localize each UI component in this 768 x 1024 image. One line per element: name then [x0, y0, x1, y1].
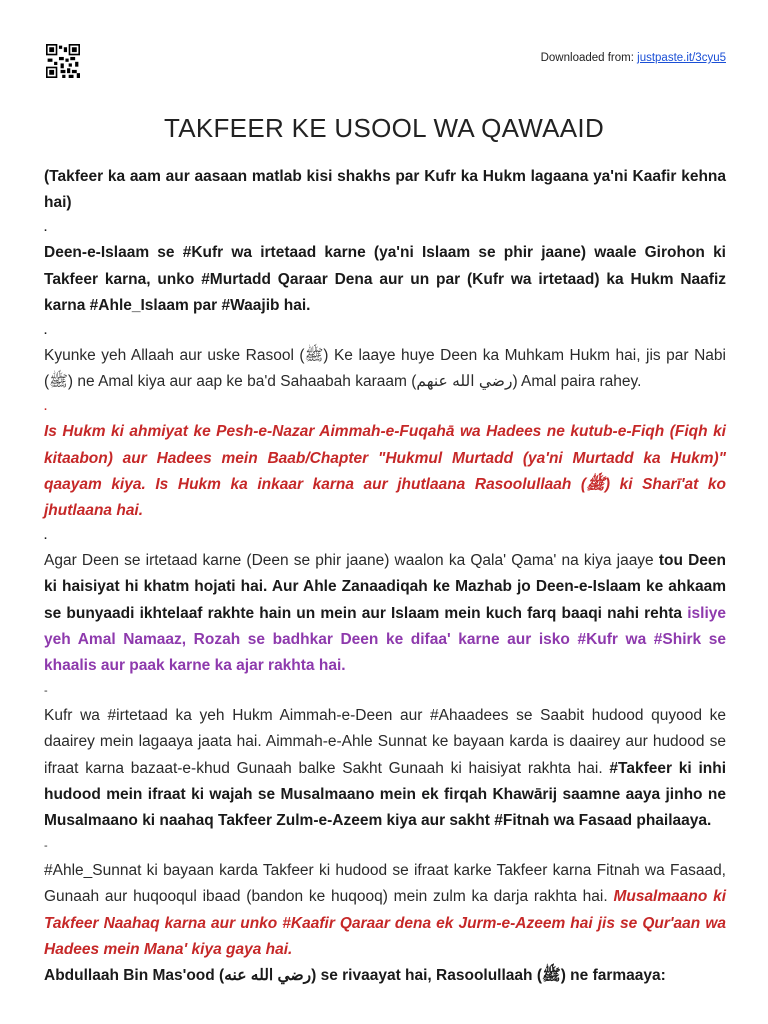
paragraph-excess: [44, 858, 726, 963]
source-link[interactable]: justpaste.it/3cyu5: [637, 52, 726, 64]
page-title: TAKFEER KE USOOL WA QAWAAID: [163, 113, 605, 143]
excess-part-2: Musalmaano ki Takfeer Naahaq karna aur unko #Kaafir Qaraar dena ek Jurm-e-Azeem hai jis se Qur'aan wa Hadees mein Mana' kiya gaya hai.: [44, 888, 727, 958]
paragraph-reason: Kyunke yeh Allaah aur uske Rasool (ﷺ) Ke laaye huye Deen ka Muhkam Hukm hai, jis par Nabi (ﷺ) ne Amal kiya aur aap ke ba'd Sahaabah karaam (رضي الله عنهم) Amal paira rahey.: [44, 347, 726, 391]
separator: .: [44, 530, 48, 543]
consequence-part-2: tou Deen ki haisiyat hi khatm hojati hai. Aur Ahle Zanaadiqah ke Mazhab jo Deen-e-Islaam ke ahkaam se bunyaadi ikhtelaaf rakhte hain un mein aur Islaam mein kuch farq baaqi nahi rehta: [44, 552, 726, 622]
paragraph-narration: Abdullaah Bin Mas'ood (رضي الله عنه) se rivaayat hai, Rasoolullaah (ﷺ) ne farmaaya:: [44, 967, 666, 985]
downloaded-label: Downloaded from:: [540, 52, 638, 64]
consequence-part-3: isliye yeh Amal Namaaz, Rozah se badhkar Deen ke difaa' karne aur isko #Kufr wa #Shirk se khaalis aur paak karne ka ajar rakhta hai.: [44, 604, 726, 675]
excess-part-1: #Ahle_Sunnat ki bayaan karda Takfeer ki hudood se ifraat karke Takfeer karna Fitnah wa Fasaad, Gunaah aur huqooqul ibaad (bandon ke huqooq) mein zulm ka darja rakhta hai.: [44, 862, 726, 906]
download-source: [541, 52, 726, 64]
separator: -: [44, 685, 48, 698]
paragraph-ruling: Deen-e-Islaam se #Kufr wa irtetaad karne (ya'ni Islaam se phir jaane) waale Girohon ki Takfeer karna, unko #Murtadd Qaraar Dena aur un par (Kufr wa irtetaad) ka Hukm Naafiz karna #Ahle_Islaam par #Waajib hai.: [44, 244, 726, 314]
paragraph-consequence: [44, 548, 726, 679]
separator: .: [44, 325, 48, 338]
separator: -: [44, 840, 48, 853]
separator: .: [44, 401, 48, 414]
paragraph-limits: [44, 703, 726, 834]
paragraph-definition: (Takfeer ka aam aur aasaan matlab kisi shakhs par Kufr ka Hukm lagaana ya'ni Kaafir kehna hai): [44, 168, 726, 212]
separator: .: [44, 222, 48, 235]
paragraph-importance: Is Hukm ki ahmiyat ke Pesh-e-Nazar Aimmah-e-Fuqahā wa Hadees ne kutub-e-Fiqh (Fiqh ki kitaabon) aur Hadees mein Baab/Chapter "Hukmul Murtadd (ya'ni Murtadd ka Hukm)" qaayam kiya. Is Hukm ka inkaar karna aur jhutlaana Rasoolullaah (ﷺ) ki Sharī'at ko jhutlaana hai.: [44, 423, 726, 520]
qr-code-icon: [46, 44, 80, 78]
document-body: [44, 164, 726, 989]
consequence-part-1: Agar Deen se irtetaad karne (Deen se phir jaane) waalon ka Qala' Qama' na kiya jaaye: [44, 552, 659, 570]
limits-part-2: #Takfeer ki inhi hudood mein ifraat ki wajah se Musalmaano mein ek firqah Khawārij saamne aaya jinho ne Musalmaano ki naahaq Takfeer Zulm-e-Azeem kiya aur sakht #Fitnah wa Fasaad phailaaya.: [44, 759, 726, 830]
limits-part-1: Kufr wa #irtetaad ka yeh Hukm Aimmah-e-Deen aur #Ahaadees se Saabit hudood quyood ke daairey mein lagaaya jaata hai. Aimmah-e-Ahle Sunnat ke bayaan karda is daairey aur hudood se ifraat karna bazaat-e-khud Gunaah balke Sakht Gunaah ki haisiyat rakhta hai.: [44, 707, 726, 777]
